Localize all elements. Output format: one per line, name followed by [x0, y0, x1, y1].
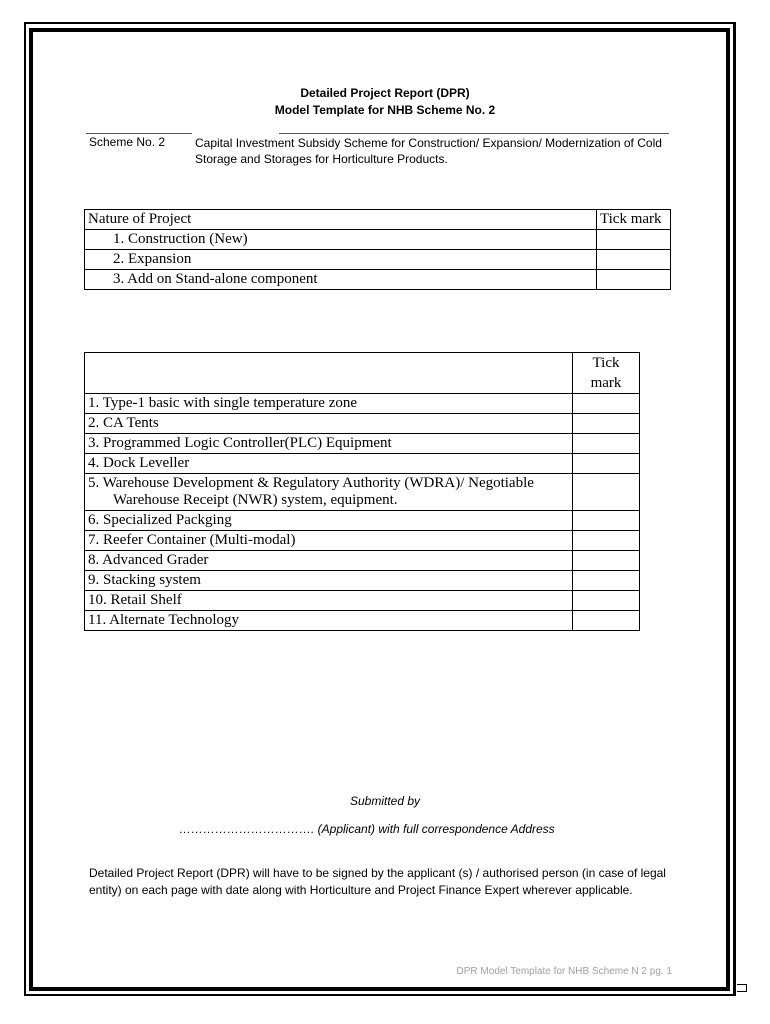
table-row	[85, 434, 640, 454]
component-item: 4. Dock Leveller	[85, 454, 573, 474]
page-footer: DPR Model Template for NHB Scheme N 2 pg. 1	[456, 966, 672, 977]
component-item: 6. Specialized Packging	[85, 511, 573, 531]
signature-note: Detailed Project Report (DPR) will have to be signed by the applicant (s) / authorised person (in case of legal entity) on each page with date along with Horticulture and Project Finance Expert wherever applicable.	[89, 866, 666, 897]
tick-mark-header: Tick mark	[597, 210, 671, 230]
table-header-row	[85, 210, 671, 230]
component-item-line1: 5. Warehouse Development & Regulatory Authority (WDRA)/ Negotiable	[88, 475, 534, 491]
submitted-by-label: Submitted by	[349, 794, 421, 808]
tick-cell[interactable]	[573, 474, 640, 511]
tick-cell[interactable]	[597, 230, 671, 250]
components-table	[84, 352, 640, 631]
table-row	[85, 611, 640, 631]
components-header-blank	[85, 353, 573, 394]
tick-header-line1: Tick	[592, 355, 620, 371]
tick-header-line2: mark	[590, 375, 622, 391]
table-row	[85, 551, 640, 571]
tick-cell[interactable]	[573, 591, 640, 611]
component-item-wdra	[85, 474, 573, 511]
tick-cell[interactable]	[573, 531, 640, 551]
component-item: 10. Retail Shelf	[85, 591, 573, 611]
component-item: 11. Alternate Technology	[85, 611, 573, 631]
applicant-address-line: ……………………………. (Applicant) with full correspondence Address	[179, 822, 555, 836]
page-border-shadow-bottom	[24, 994, 736, 996]
document-subtitle: Model Template for NHB Scheme No. 2	[274, 103, 496, 117]
scheme-label-rule	[86, 133, 192, 134]
component-item-line2: Warehouse Receipt (NWR) system, equipment.	[113, 492, 398, 508]
table-row	[85, 531, 640, 551]
page-corner-mark	[737, 984, 747, 992]
component-item: 1. Type-1 basic with single temperature zone	[85, 394, 573, 414]
scheme-desc-rule	[279, 133, 669, 134]
nature-item: 1. Construction (New)	[85, 230, 597, 250]
table-row	[85, 230, 671, 250]
table-row	[85, 270, 671, 290]
nature-header: Nature of Project	[85, 210, 597, 230]
table-header-row	[85, 353, 640, 394]
table-row	[85, 571, 640, 591]
table-row	[85, 250, 671, 270]
component-item: 7. Reefer Container (Multi-modal)	[85, 531, 573, 551]
table-row	[85, 454, 640, 474]
tick-cell[interactable]	[597, 270, 671, 290]
table-row	[85, 414, 640, 434]
table-row	[85, 591, 640, 611]
tick-cell[interactable]	[597, 250, 671, 270]
tick-cell[interactable]	[573, 511, 640, 531]
tick-cell[interactable]	[573, 551, 640, 571]
tick-cell[interactable]	[573, 611, 640, 631]
document-title: Detailed Project Report (DPR)	[300, 86, 470, 100]
tick-cell[interactable]	[573, 571, 640, 591]
scheme-description: Capital Investment Subsidy Scheme for Construction/ Expansion/ Modernization of Cold Storage and Storages for Horticulture Products.	[195, 136, 662, 166]
scheme-label: Scheme No. 2	[89, 135, 166, 149]
nature-of-project-table	[84, 209, 671, 290]
table-row	[85, 474, 640, 511]
tick-cell[interactable]	[573, 394, 640, 414]
nature-item: 3. Add on Stand-alone component	[85, 270, 597, 290]
table-row	[85, 394, 640, 414]
page-border-shadow-left	[24, 22, 26, 996]
tick-mark-header	[573, 353, 640, 394]
page-border-shadow-top	[24, 22, 736, 24]
component-item: 9. Stacking system	[85, 571, 573, 591]
tick-cell[interactable]	[573, 414, 640, 434]
tick-cell[interactable]	[573, 454, 640, 474]
nature-item: 2. Expansion	[85, 250, 597, 270]
tick-cell[interactable]	[573, 434, 640, 454]
table-row	[85, 511, 640, 531]
page-border-shadow-right	[733, 22, 736, 995]
component-item: 2. CA Tents	[85, 414, 573, 434]
component-item: 8. Advanced Grader	[85, 551, 573, 571]
component-item: 3. Programmed Logic Controller(PLC) Equipment	[85, 434, 573, 454]
